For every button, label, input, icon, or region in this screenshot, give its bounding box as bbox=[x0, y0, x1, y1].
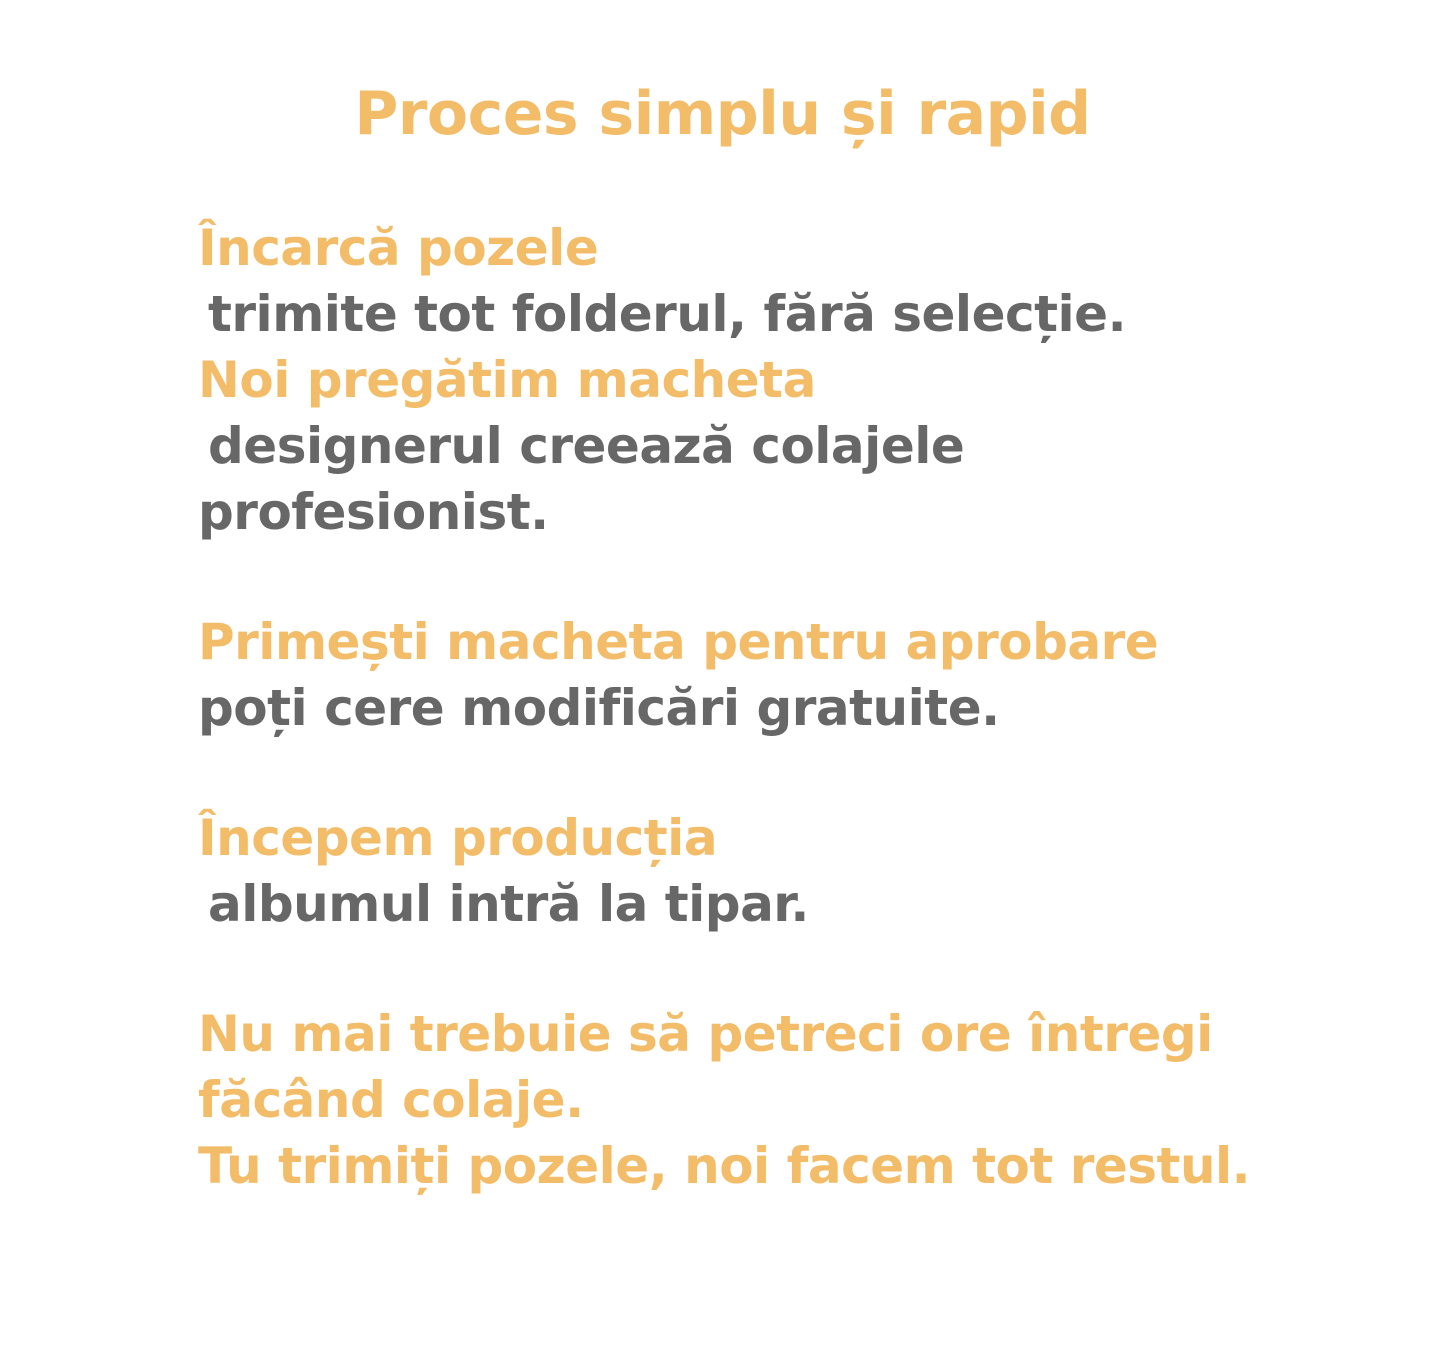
closing-line-3: Tu trimiți pozele, noi facem tot restul. bbox=[198, 1137, 1251, 1195]
step-2-description-line-2: profesionist. bbox=[198, 483, 549, 541]
step-4-heading: Începem producția bbox=[198, 809, 718, 867]
process-steps bbox=[198, 215, 1398, 1199]
spacer bbox=[198, 937, 1398, 1001]
page-title: Proces simplu și rapid bbox=[354, 79, 1091, 149]
step-3-heading: Primești macheta pentru aprobare bbox=[198, 613, 1159, 671]
step-4-description: albumul intră la tipar. bbox=[208, 875, 809, 933]
step-2-description-line-1: designerul creează colajele bbox=[208, 417, 965, 475]
step-1-heading: Încarcă pozele bbox=[198, 219, 599, 277]
step-2-heading: Noi pregătim macheta bbox=[198, 351, 816, 409]
closing-line-1: Nu mai trebuie să petreci ore întregi bbox=[198, 1005, 1213, 1063]
step-1-description: trimite tot folderul, fără selecție. bbox=[208, 285, 1127, 343]
spacer bbox=[198, 545, 1398, 609]
closing-line-2: făcând colaje. bbox=[198, 1071, 584, 1129]
spacer bbox=[198, 741, 1398, 805]
step-3-description: poți cere modificări gratuite. bbox=[198, 679, 1000, 737]
